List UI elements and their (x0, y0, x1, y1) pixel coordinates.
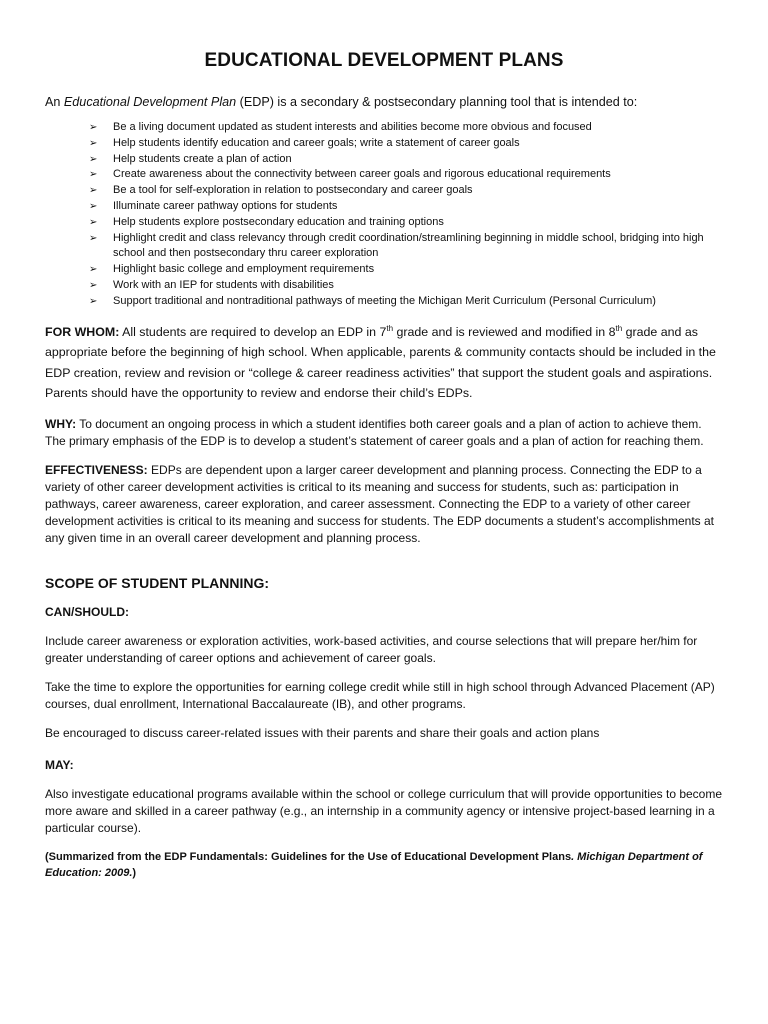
list-item: ➢ Help students explore postsecondary education and training options (89, 215, 723, 231)
arrow-bullet-icon: ➢ (89, 232, 98, 244)
citation: (Summarized from the EDP Fundamentals: Guidelines for the Use of Educational Development Plans. Michigan Department of Education: 2009.) (45, 850, 703, 879)
arrow-bullet-icon: ➢ (89, 122, 98, 133)
list-item: ➢ Be a living document updated as student interests and abilities become more obvious and focused (89, 120, 723, 136)
for-whom-paragraph: FOR WHOM: All students are required to develop an EDP in 7th grade and is reviewed and modified in 8th grade and as appropriate before the beginning of high school. When applicable, parents & community contacts should be included in the EDP creation, review and revision or “college & career readiness activities” that support the student goals and aspirations. Parents should have the opportunity to review and endorse their child’s EDPs. (45, 323, 716, 401)
list-item: ➢ Help students create a plan of action (89, 152, 723, 168)
intro-pre: An (45, 95, 64, 109)
page-title: EDUCATIONAL DEVELOPMENT PLANS (204, 50, 564, 71)
arrow-bullet-icon: ➢ (89, 153, 98, 165)
arrow-bullet-icon: ➢ (89, 137, 98, 149)
can-should-item: Be encouraged to discuss career-related issues with their parents and share their goals and action plans (45, 725, 600, 740)
may-label: MAY: (45, 757, 74, 772)
arrow-bullet-icon: ➢ (89, 295, 98, 307)
why-label: WHY: (45, 416, 77, 431)
arrow-bullet-icon: ➢ (89, 185, 98, 197)
may-item: Also investigate educational programs available within the school or college curriculum that will provide opportunities to become more aware and skilled in a career pathway (e.g., an internship in a community agency or intensive project-based learning in a particular course). (45, 786, 723, 835)
effectiveness-label: EFFECTIVENESS: (45, 462, 148, 477)
can-should-item: Include career awareness or exploration activities, work-based activities, and course selections that will prepare her/him for greater understanding of career options and achievement of career goals. (45, 633, 698, 665)
list-item: ➢ Illuminate career pathway options for students (89, 199, 723, 215)
scope-heading: SCOPE OF STUDENT PLANNING: (45, 574, 270, 591)
can-should-label: CAN/SHOULD: (45, 604, 129, 619)
why-paragraph: WHY: To document an ongoing process in which a student identifies both career goals and a plan of action to achieve them. The primary emphasis of the EDP is to develop a student’s statement of career goals and a plan of action for reaching them. (45, 416, 704, 448)
arrow-bullet-icon: ➢ (89, 216, 98, 228)
arrow-bullet-icon: ➢ (89, 279, 98, 291)
list-item: ➢ Help students identify education and career goals; write a statement of career goals (89, 136, 723, 152)
arrow-bullet-icon: ➢ (89, 169, 98, 181)
list-item: ➢ Support traditional and nontraditional pathways of meeting the Michigan Merit Curriculum (Personal Curriculum) (89, 294, 723, 310)
intro-post: (EDP) is a secondary & postsecondary planning tool that is intended to: (236, 95, 638, 109)
list-item: ➢ Create awareness about the connectivity between career goals and rigorous educational requirements (89, 167, 723, 183)
list-item: ➢ Highlight basic college and employment requirements (89, 262, 723, 278)
intro-term: Educational Development Plan (63, 95, 237, 109)
arrow-bullet-icon: ➢ (89, 200, 98, 212)
for-whom-label: FOR WHOM: (45, 324, 120, 339)
list-item: ➢ Work with an IEP for students with disabilities (89, 278, 723, 294)
arrow-bullet-icon: ➢ (89, 264, 98, 276)
can-should-item: Take the time to explore the opportunities for earning college credit while still in high school through Advanced Placement (AP) courses, dual enrollment, International Baccalaureate (IB), and other programs. (45, 679, 715, 711)
list-item: ➢ Highlight credit and class relevancy through credit coordination/streamlining beginning in middle school, bridging into high school and then postsecondary thru career exploration (89, 231, 704, 260)
effectiveness-paragraph: EFFECTIVENESS: EDPs are dependent upon a larger career development and planning process. Connecting the EDP to a variety of other career development activities is critical to its meaning and success for students, such as: participation in pathways, career awareness, career exploration, and career assessment. Connecting the EDP to a variety of other career development activities is critical to its meaning and success for students. The EDP documents a student’s accomplishments at any given time in an overall career development and planning process. (45, 462, 714, 545)
intro-paragraph (45, 94, 723, 110)
list-item: ➢ Be a tool for self-exploration in relation to postsecondary and career goals (89, 183, 723, 199)
purpose-list (45, 120, 723, 310)
